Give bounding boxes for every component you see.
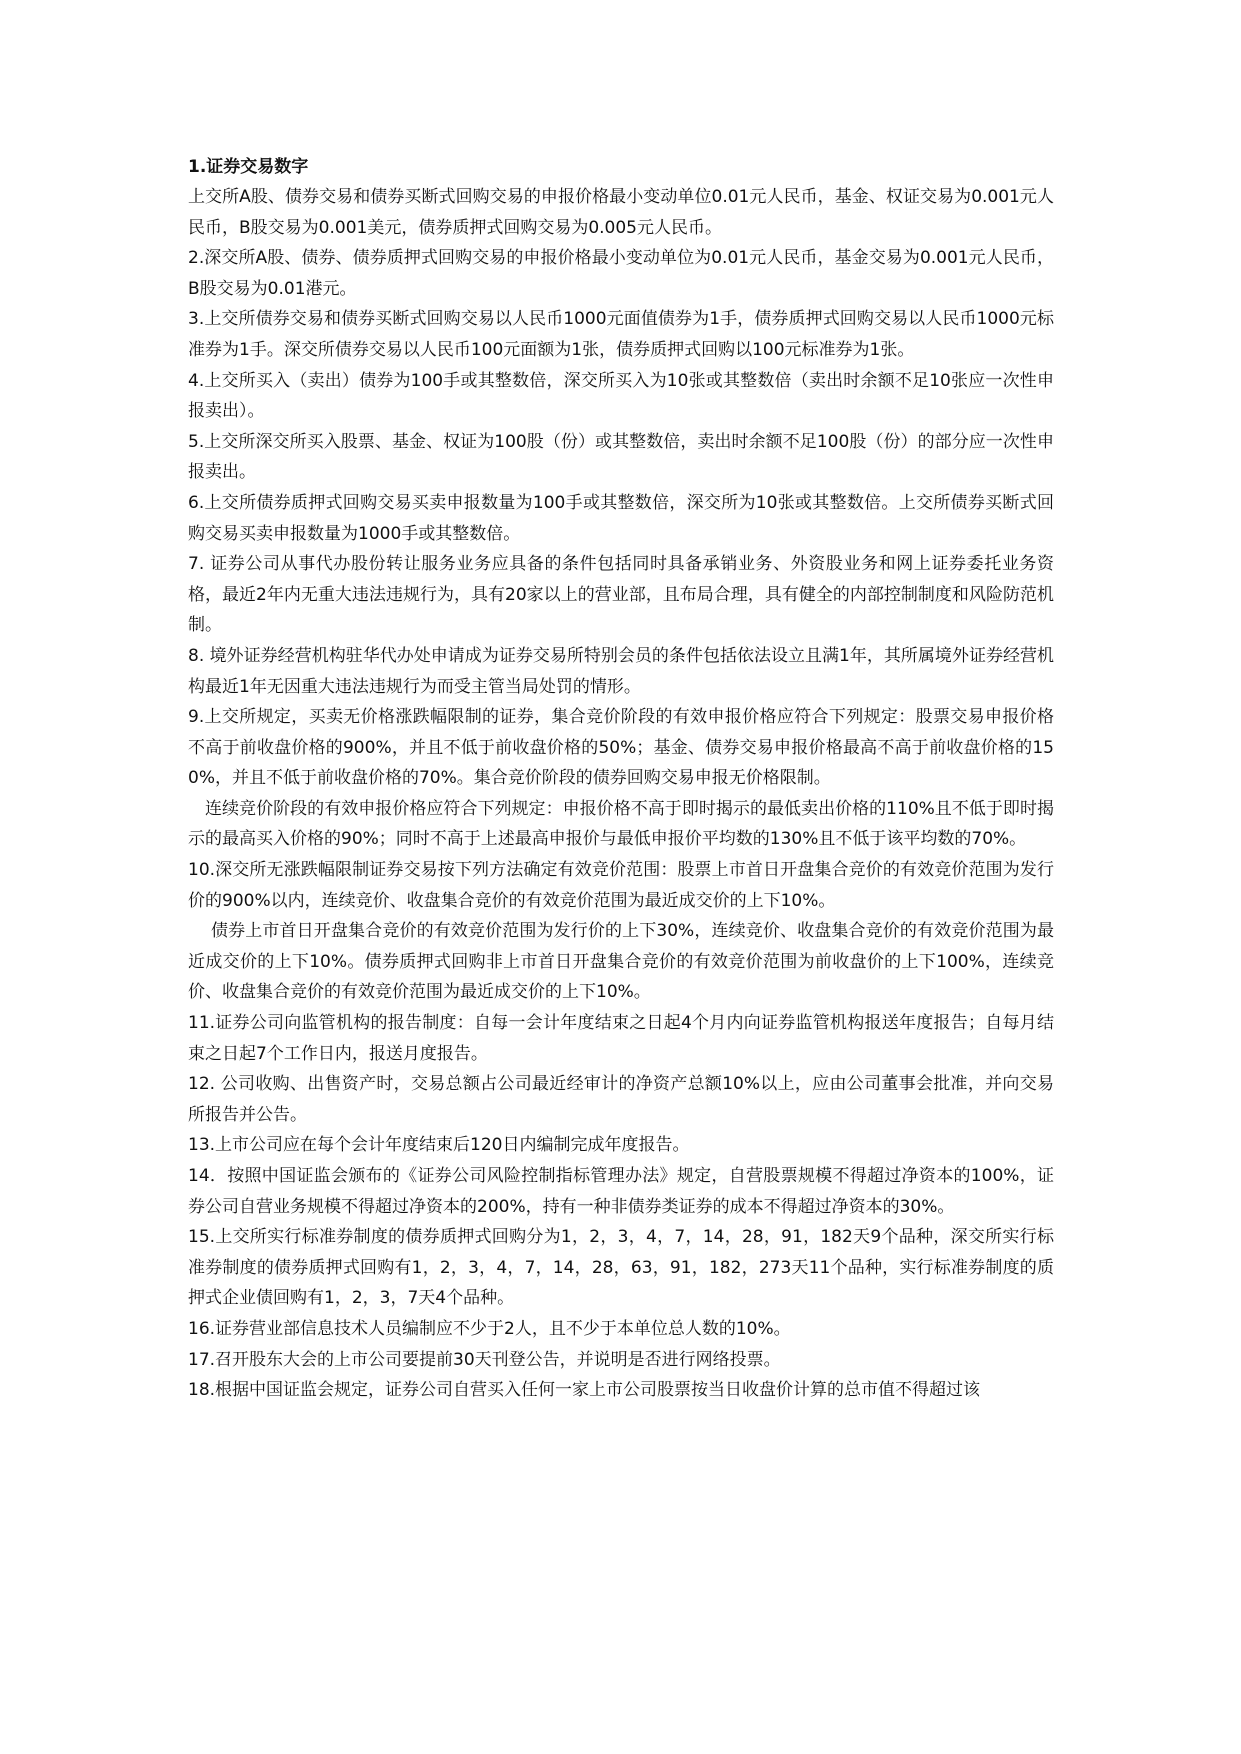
- paragraph-18: 18.根据中国证监会规定，证券公司自营买入任何一家上市公司股票按当日收盘价计算的总市值不得超过该: [188, 1380, 981, 1401]
- paragraph-12: 12. 公司收购、出售资产时，交易总额占公司最近经审计的净资产总额10%以上，应由公司董事会批准，并向交易所报告并公告。: [188, 1074, 1054, 1125]
- paragraph-6: 6.上交所债券质押式回购交易买卖申报数量为100手或其整数倍，深交所为10张或其整数倍。上交所债券买断式回购交易买卖申报数量为1000手或其整数倍。: [188, 492, 1054, 544]
- document-body: [188, 152, 1054, 1406]
- paragraph-10-continuation: 债券上市首日开盘集合竞价的有效竞价范围为发行价的上下30%，连续竞价、收盘集合竞价的有效竞价范围为最近成交价的上下10%。债券质押式回购非上市首日开盘集合竞价的有效竞价范围为前收盘价的上下100%，连续竞价、收盘集合竞价的有效竞价范围为最近成交价的上下10%。: [188, 921, 1054, 1003]
- paragraph-9: 9.上交所规定，买卖无价格涨跌幅限制的证券，集合竞价阶段的有效申报价格应符合下列规定：股票交易申报价格不高于前收盘价格的900%，并且不低于前收盘价格的50%；基金、债券交易申报价格最高不高于前收盘价格的150%，并且不低于前收盘价格的70%。集合竞价阶段的债券回购交易申报无价格限制。: [188, 707, 1054, 789]
- paragraph-4: 4.上交所买入（卖出）债券为100手或其整数倍，深交所买入为10张或其整数倍（卖出时余额不足10张应一次性申报卖出）。: [188, 370, 1054, 422]
- paragraph-16: 16.证券营业部信息技术人员编制应不少于2人，且不少于本单位总人数的10%。: [188, 1318, 791, 1339]
- paragraph-8: 8. 境外证券经营机构驻华代办处申请成为证券交易所特别会员的条件包括依法设立且满1年，其所属境外证券经营机构最近1年无因重大违法违规行为而受主管当局处罚的情形。: [188, 645, 1054, 697]
- paragraph-15: 15.上交所实行标准券制度的债券质押式回购分为1，2，3，4，7，14，28，91，182天9个品种，深交所实行标准券制度的债券质押式回购有1，2，3，4，7，14，28，63，91，182，273天11个品种，实行标准券制度的质押式企业债回购有1，2，3，7天4个品种。: [188, 1227, 1054, 1309]
- paragraph-17: 17.召开股东大会的上市公司要提前30天刊登公告，并说明是否进行网络投票。: [188, 1349, 781, 1370]
- section-title: 1.证券交易数字: [188, 157, 309, 177]
- paragraph-5: 5.上交所深交所买入股票、基金、权证为100股（份）或其整数倍，卖出时余额不足100股（份）的部分应一次性申报卖出。: [188, 431, 1054, 483]
- paragraph-7: 7. 证券公司从事代办股份转让服务业务应具备的条件包括同时具备承销业务、外资股业务和网上证券委托业务资格，最近2年内无重大违法违规行为，具有20家以上的营业部，且布局合理，具有健全的内部控制制度和风险防范机制。: [188, 554, 1054, 636]
- paragraph-9-continuation: 连续竞价阶段的有效申报价格应符合下列规定：申报价格不高于即时揭示的最低卖出价格的110%且不低于即时揭示的最高买入价格的90%；同时不高于上述最高申报价与最低申报价平均数的130%且不低于该平均数的70%。: [188, 798, 1054, 850]
- paragraph-1: 上交所A股、债券交易和债券买断式回购交易的申报价格最小变动单位0.01元人民币，基金、权证交易为0.001元人民币，B股交易为0.001美元，债券质押式回购交易为0.005元人民币。: [188, 187, 1054, 238]
- paragraph-13: 13.上市公司应在每个会计年度结束后120日内编制完成年度报告。: [188, 1135, 690, 1156]
- paragraph-14: 14．按照中国证监会颁布的《证券公司风险控制指标管理办法》规定，自营股票规模不得超过净资本的100%，证券公司自营业务规模不得超过净资本的200%，持有一种非债券类证券的成本不得超过净资本的30%。: [188, 1166, 1054, 1217]
- paragraph-2: 2.深交所A股、债券、债券质押式回购交易的申报价格最小变动单位为0.01元人民币，基金交易为0.001元人民币，B股交易为0.01港元。: [188, 248, 1054, 299]
- paragraph-11: 11.证券公司向监管机构的报告制度：自每一会计年度结束之日起4个月内向证券监管机构报送年度报告；自每月结束之日起7个工作日内，报送月度报告。: [188, 1013, 1054, 1064]
- paragraph-3: 3.上交所债券交易和债券买断式回购交易以人民币1000元面值债券为1手，债券质押式回购交易以人民币1000元标准券为1手。深交所债券交易以人民币100元面额为1张，债券质押式回购以100元标准券为1张。: [188, 309, 1054, 360]
- paragraph-10: 10.深交所无涨跌幅限制证券交易按下列方法确定有效竞价范围：股票上市首日开盘集合竞价的有效竞价范围为发行价的900%以内，连续竞价、收盘集合竞价的有效竞价范围为最近成交价的上下10%。: [188, 860, 1054, 911]
